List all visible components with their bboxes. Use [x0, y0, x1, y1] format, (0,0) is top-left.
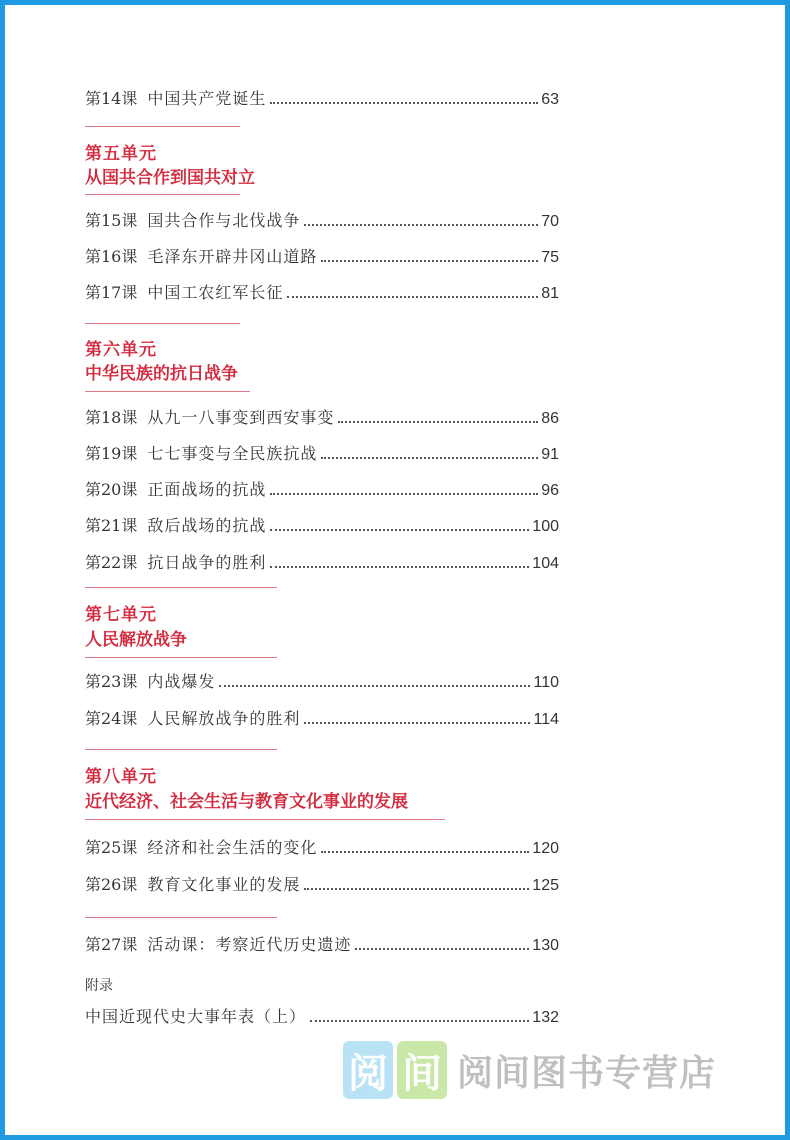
- unit-title-8[interactable]: 近代经济、社会生活与教育文化事业的发展: [85, 792, 408, 812]
- lesson-title: 活动课：考察近代历史遗迹: [147, 935, 352, 954]
- unit-title-5[interactable]: 从国共合作到国共对立: [85, 168, 255, 188]
- page-number: 110: [533, 674, 559, 691]
- toc-entry-lesson-25[interactable]: [85, 832, 559, 858]
- dot-leader: [270, 528, 529, 531]
- toc-entry-appendix[interactable]: [85, 1001, 559, 1027]
- unit-label-6: 第六单元: [85, 340, 157, 360]
- dot-leader: [321, 259, 538, 262]
- dot-leader: [321, 456, 538, 459]
- lesson-number: 第26课: [85, 875, 138, 894]
- dot-leader: [355, 947, 529, 950]
- unit-divider: [85, 749, 277, 750]
- lesson-number: 第27课: [85, 935, 138, 954]
- unit-title-7[interactable]: 人民解放战争: [85, 630, 187, 650]
- page-number: 104: [532, 555, 559, 572]
- lesson-title: 内战爆发: [147, 672, 216, 691]
- page-number: 81: [541, 285, 559, 302]
- toc-entry-lesson-26[interactable]: [85, 869, 559, 895]
- toc-entry-lesson-24[interactable]: [85, 703, 559, 729]
- unit-title-6[interactable]: 中华民族的抗日战争: [85, 364, 238, 384]
- lesson-number: 第15课: [85, 211, 138, 230]
- lesson-number: 第14课: [85, 89, 138, 108]
- dot-leader: [338, 420, 538, 423]
- toc-entry-lesson-15[interactable]: [85, 205, 559, 231]
- lesson-title: 国共合作与北伐战争: [147, 211, 301, 230]
- toc-entry-lesson-17[interactable]: [85, 277, 559, 303]
- page-number: 75: [541, 249, 559, 266]
- unit-label-8: 第八单元: [85, 767, 157, 787]
- page-number: 86: [541, 410, 559, 427]
- unit-divider: [85, 126, 240, 127]
- lesson-title: 中国共产党诞生: [147, 89, 267, 108]
- lesson-number: 第22课: [85, 553, 138, 572]
- page-number: 114: [533, 711, 559, 728]
- unit-divider: [85, 917, 277, 918]
- appendix-label: 附录: [85, 977, 113, 993]
- lesson-title: 抗日战争的胜利: [147, 553, 267, 572]
- lesson-number: 第21课: [85, 516, 138, 535]
- lesson-title: 敌后战场的抗战: [147, 516, 267, 535]
- dot-leader: [270, 492, 538, 495]
- unit-divider: [85, 819, 445, 820]
- lesson-number: 第25课: [85, 838, 138, 857]
- dot-leader: [321, 850, 529, 853]
- page-number: 120: [532, 840, 559, 857]
- dot-leader: [304, 223, 538, 226]
- lesson-number: 第17课: [85, 283, 138, 302]
- page-number: 100: [532, 518, 559, 535]
- store-logo-icon: [343, 1041, 447, 1099]
- lesson-title: 七七事变与全民族抗战: [147, 444, 318, 463]
- logo-char: 间: [397, 1041, 447, 1099]
- page-number: 130: [532, 937, 559, 954]
- unit-divider: [85, 657, 277, 658]
- appendix-title: 中国近现代史大事年表（上）: [85, 1007, 307, 1026]
- page-number: 63: [541, 91, 559, 108]
- lesson-number: 第23课: [85, 672, 138, 691]
- lesson-title: 教育文化事业的发展: [147, 875, 301, 894]
- dot-leader: [287, 295, 538, 298]
- lesson-number: 第16课: [85, 247, 138, 266]
- toc-entry-lesson-14[interactable]: [85, 83, 559, 109]
- lesson-title: 从九一八事变到西安事变: [147, 408, 335, 427]
- toc-entry-lesson-23[interactable]: [85, 666, 559, 692]
- store-name: 阅间图书专营店: [457, 1052, 717, 1094]
- lesson-title: 经济和社会生活的变化: [147, 838, 318, 857]
- logo-char: 阅: [343, 1041, 393, 1099]
- lesson-number: 第20课: [85, 480, 138, 499]
- page-number: 70: [541, 213, 559, 230]
- dot-leader: [304, 721, 530, 724]
- unit-divider: [85, 391, 250, 392]
- dot-leader: [270, 101, 538, 104]
- lesson-title: 毛泽东开辟井冈山道路: [147, 247, 318, 266]
- dot-leader: [219, 684, 530, 687]
- dot-leader: [304, 887, 529, 890]
- unit-label-5: 第五单元: [85, 144, 157, 164]
- lesson-title: 中国工农红军长征: [147, 283, 284, 302]
- page-number: 132: [532, 1009, 559, 1026]
- dot-leader: [270, 565, 529, 568]
- unit-label-7: 第七单元: [85, 605, 157, 625]
- toc-entry-lesson-20[interactable]: [85, 474, 559, 500]
- unit-divider: [85, 194, 240, 195]
- lesson-number: 第24课: [85, 709, 138, 728]
- toc-entry-lesson-22[interactable]: [85, 547, 559, 573]
- lesson-number: 第18课: [85, 408, 138, 427]
- lesson-number: 第19课: [85, 444, 138, 463]
- lesson-title: 正面战场的抗战: [147, 480, 267, 499]
- store-watermark: [343, 1035, 743, 1105]
- toc-entry-lesson-16[interactable]: [85, 241, 559, 267]
- lesson-title: 人民解放战争的胜利: [147, 709, 301, 728]
- toc-entry-lesson-18[interactable]: [85, 402, 559, 428]
- unit-divider: [85, 323, 240, 324]
- toc-entry-lesson-21[interactable]: [85, 510, 559, 536]
- page-number: 125: [532, 877, 559, 894]
- dot-leader: [310, 1019, 529, 1022]
- page-number: 96: [541, 482, 559, 499]
- toc-entry-lesson-27[interactable]: [85, 929, 559, 955]
- unit-divider: [85, 587, 277, 588]
- page-number: 91: [541, 446, 559, 463]
- toc-entry-lesson-19[interactable]: [85, 438, 559, 464]
